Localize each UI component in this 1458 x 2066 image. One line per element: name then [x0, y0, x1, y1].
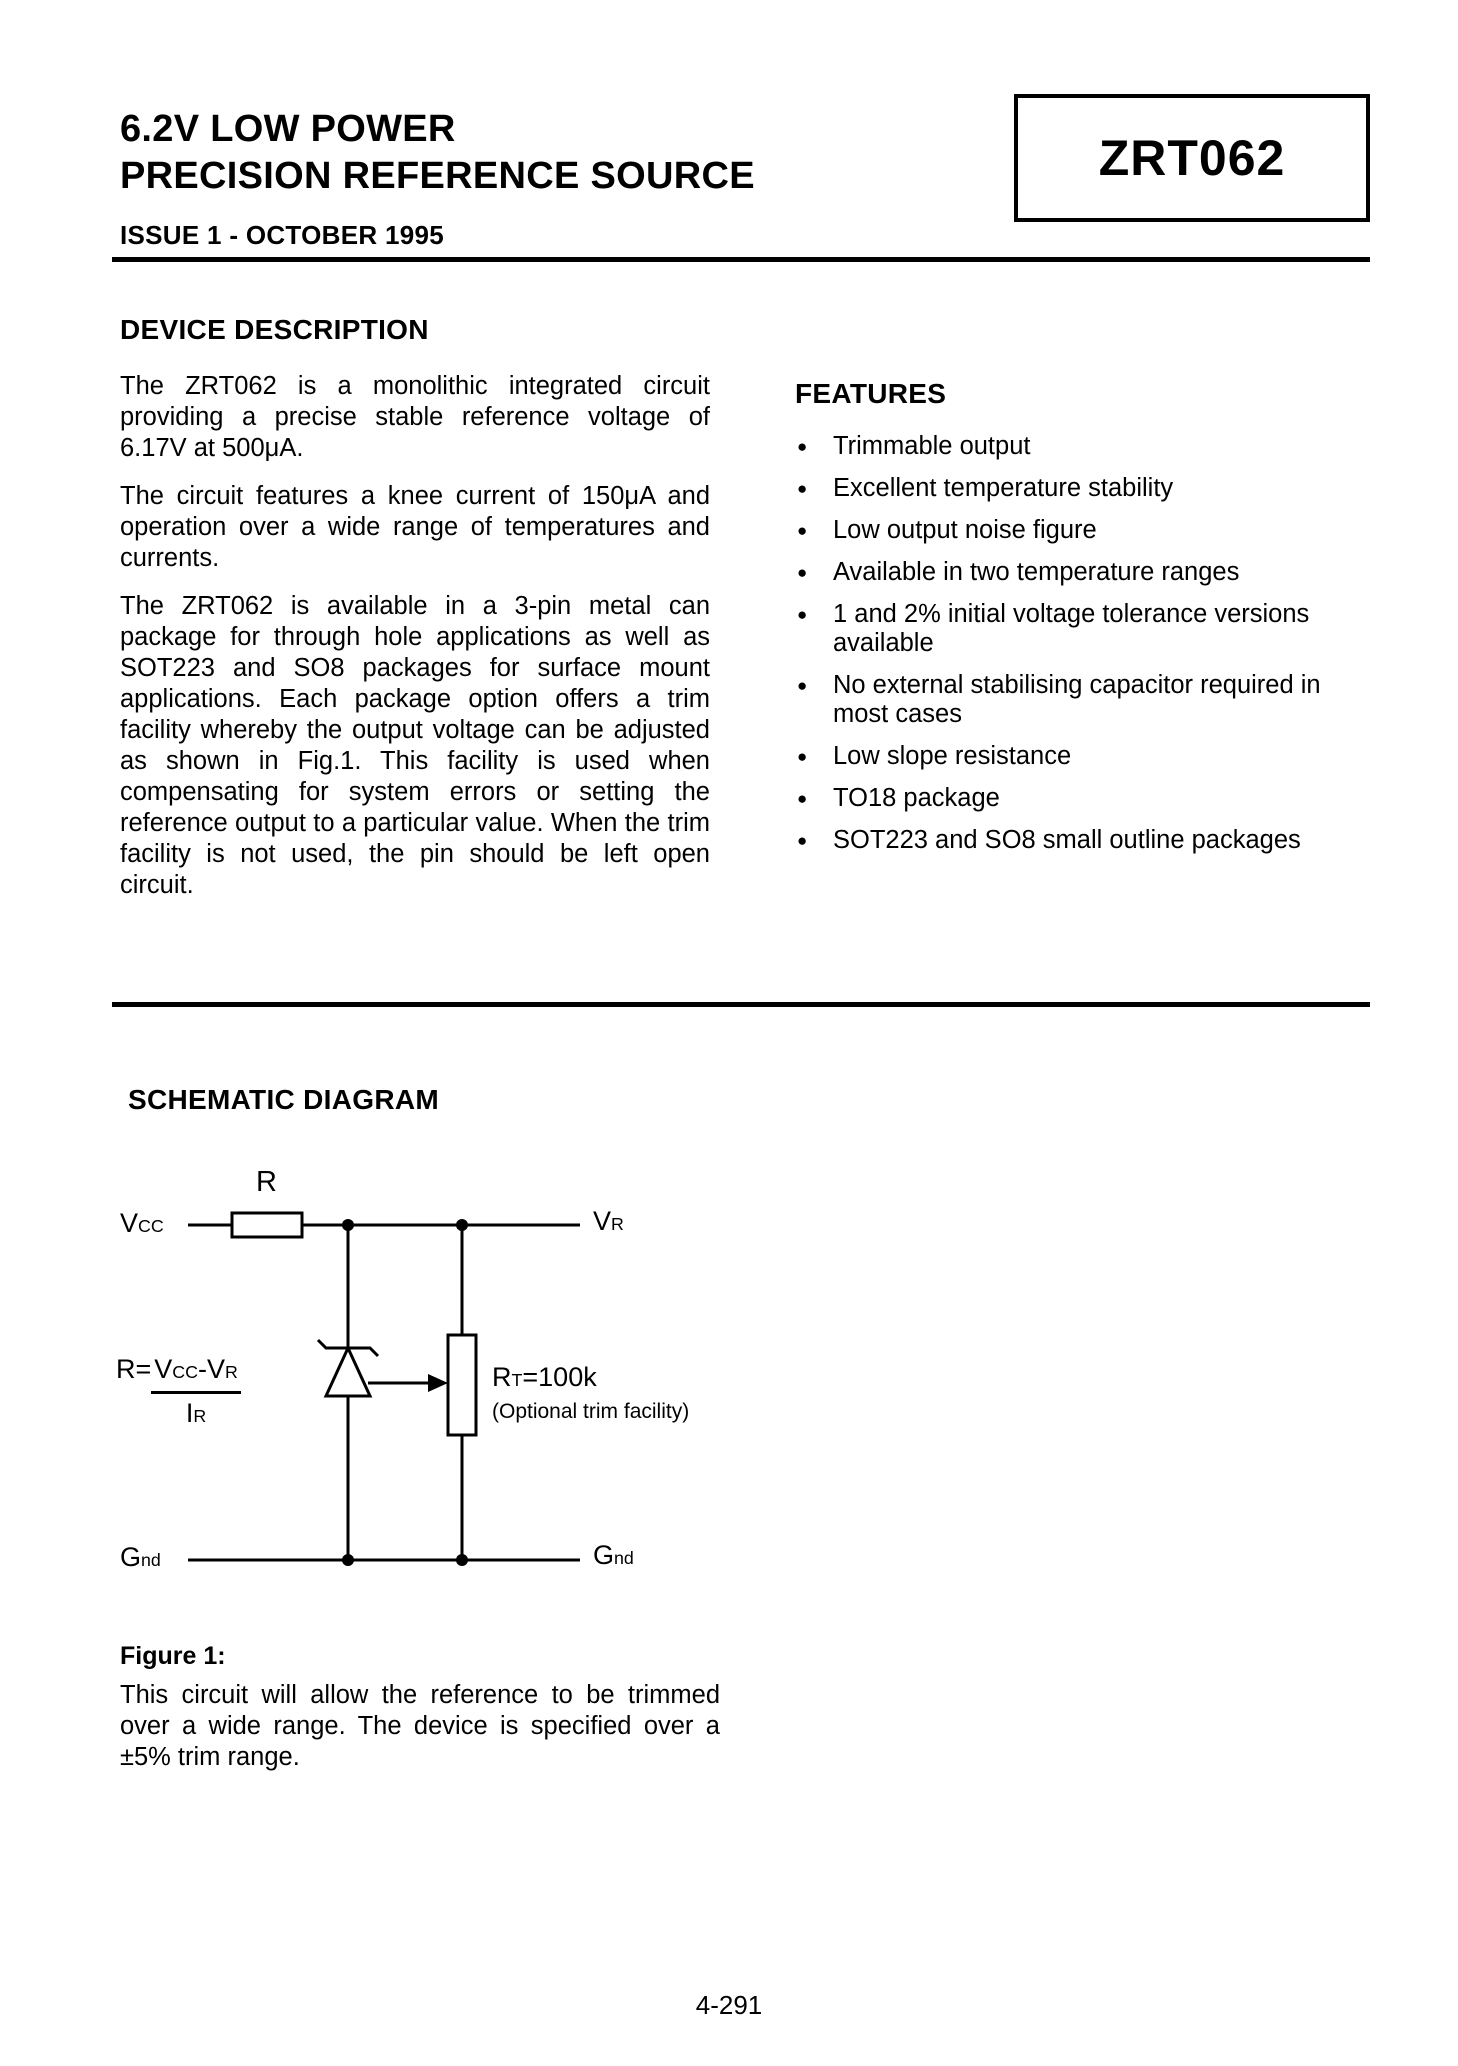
formula-fraction: [151, 1352, 241, 1432]
bullet-icon: ●: [797, 437, 808, 456]
feature-text: SOT223 and SO8 small outline packages: [833, 826, 1301, 854]
rt-label: RT=100k: [492, 1362, 597, 1392]
feature-item: [797, 474, 1372, 503]
feature-item: [797, 784, 1372, 813]
junction-dot: [456, 1554, 468, 1566]
bullet-icon: ●: [797, 521, 808, 540]
doc-title-block: [120, 106, 755, 251]
device-description-body: [120, 371, 710, 918]
schematic-figure: [110, 1150, 800, 1620]
schematic-heading: SCHEMATIC DIAGRAM: [128, 1084, 440, 1115]
feature-item: [797, 600, 1372, 658]
bullet-icon: ●: [797, 605, 808, 624]
page-number: 4-291: [695, 1990, 763, 2020]
bullet-icon: ●: [797, 676, 808, 695]
feature-item: [797, 826, 1372, 855]
section-divider-rule: [112, 1002, 1370, 1007]
feature-text: Available in two temperature ranges: [833, 558, 1240, 586]
feature-item: [797, 671, 1372, 729]
bullet-icon: ●: [797, 479, 808, 498]
doc-issue: ISSUE 1 - OCTOBER 1995: [120, 220, 445, 250]
doc-title-line1: 6.2V LOW POWER: [120, 108, 456, 150]
formula-numerator: VCC-VR: [151, 1352, 241, 1394]
feature-text: Low slope resistance: [833, 742, 1072, 770]
doc-title-line2: PRECISION REFERENCE SOURCE: [120, 155, 755, 197]
vr-label: VR: [593, 1206, 624, 1236]
features-heading: FEATURES: [795, 378, 947, 409]
bullet-icon: ●: [797, 831, 808, 850]
resistor-label: R: [256, 1166, 277, 1198]
gnd-label-right: Gnd: [593, 1540, 634, 1570]
resistor-formula: [116, 1352, 241, 1432]
zener-diode-symbol: [326, 1348, 370, 1396]
part-number-box: [1014, 94, 1370, 222]
gnd-label-left: Gnd: [120, 1542, 161, 1572]
feature-text: TO18 package: [833, 784, 1000, 812]
figure-text: This circuit will allow the reference to be trimmed over a wide range. The device is specified over a ±5% trim range.: [120, 1681, 720, 1771]
feature-text: No external stabilising capacitor required in most cases: [833, 671, 1321, 728]
vcc-label: VCC: [120, 1208, 164, 1238]
resistor-symbol: [232, 1213, 302, 1237]
feature-item: [797, 558, 1372, 587]
junction-dot: [342, 1554, 354, 1566]
part-number: ZRT062: [1098, 130, 1286, 186]
feature-text: Excellent temperature stability: [833, 474, 1174, 502]
feature-text: 1 and 2% initial voltage tolerance versions available: [833, 600, 1310, 657]
feature-item: [797, 516, 1372, 545]
figure-title: Figure 1:: [120, 1642, 226, 1670]
formula-lhs: R=: [116, 1354, 152, 1384]
description-paragraph-2: The circuit features a knee current of 150μA and operation over a wide range of temperatures and currents.: [120, 482, 710, 572]
description-paragraph-1: The ZRT062 is a monolithic integrated circuit providing a precise stable reference voltage of 6.17V at 500μA.: [120, 372, 710, 462]
feature-text: Low output noise figure: [833, 516, 1097, 544]
device-description-heading: DEVICE DESCRIPTION: [120, 314, 429, 345]
features-list: [797, 432, 1372, 868]
trim-facility-note: (Optional trim facility): [492, 1400, 690, 1423]
formula-denominator: IR: [185, 1398, 207, 1428]
bullet-icon: ●: [797, 747, 808, 766]
feature-item: [797, 432, 1372, 461]
bullet-icon: ●: [797, 563, 808, 582]
description-paragraph-3: The ZRT062 is available in a 3-pin metal can package for through hole applications as well as SOT223 and SO8 packages for surface mount applications. Each package option offers a trim facility whereby the output voltage can be adjusted as shown in Fig.1. This facility is used when compensating for system errors or setting the reference output to a particular value. When the trim facility is not used, the pin should be left open circuit.: [120, 592, 710, 899]
header-rule: [112, 257, 1370, 262]
feature-text: Trimmable output: [833, 432, 1031, 460]
figure-caption: [120, 1642, 720, 1773]
feature-item: [797, 742, 1372, 771]
potentiometer-symbol: [448, 1335, 476, 1435]
bullet-icon: ●: [797, 789, 808, 808]
wiper-arrow-head: [428, 1374, 448, 1392]
